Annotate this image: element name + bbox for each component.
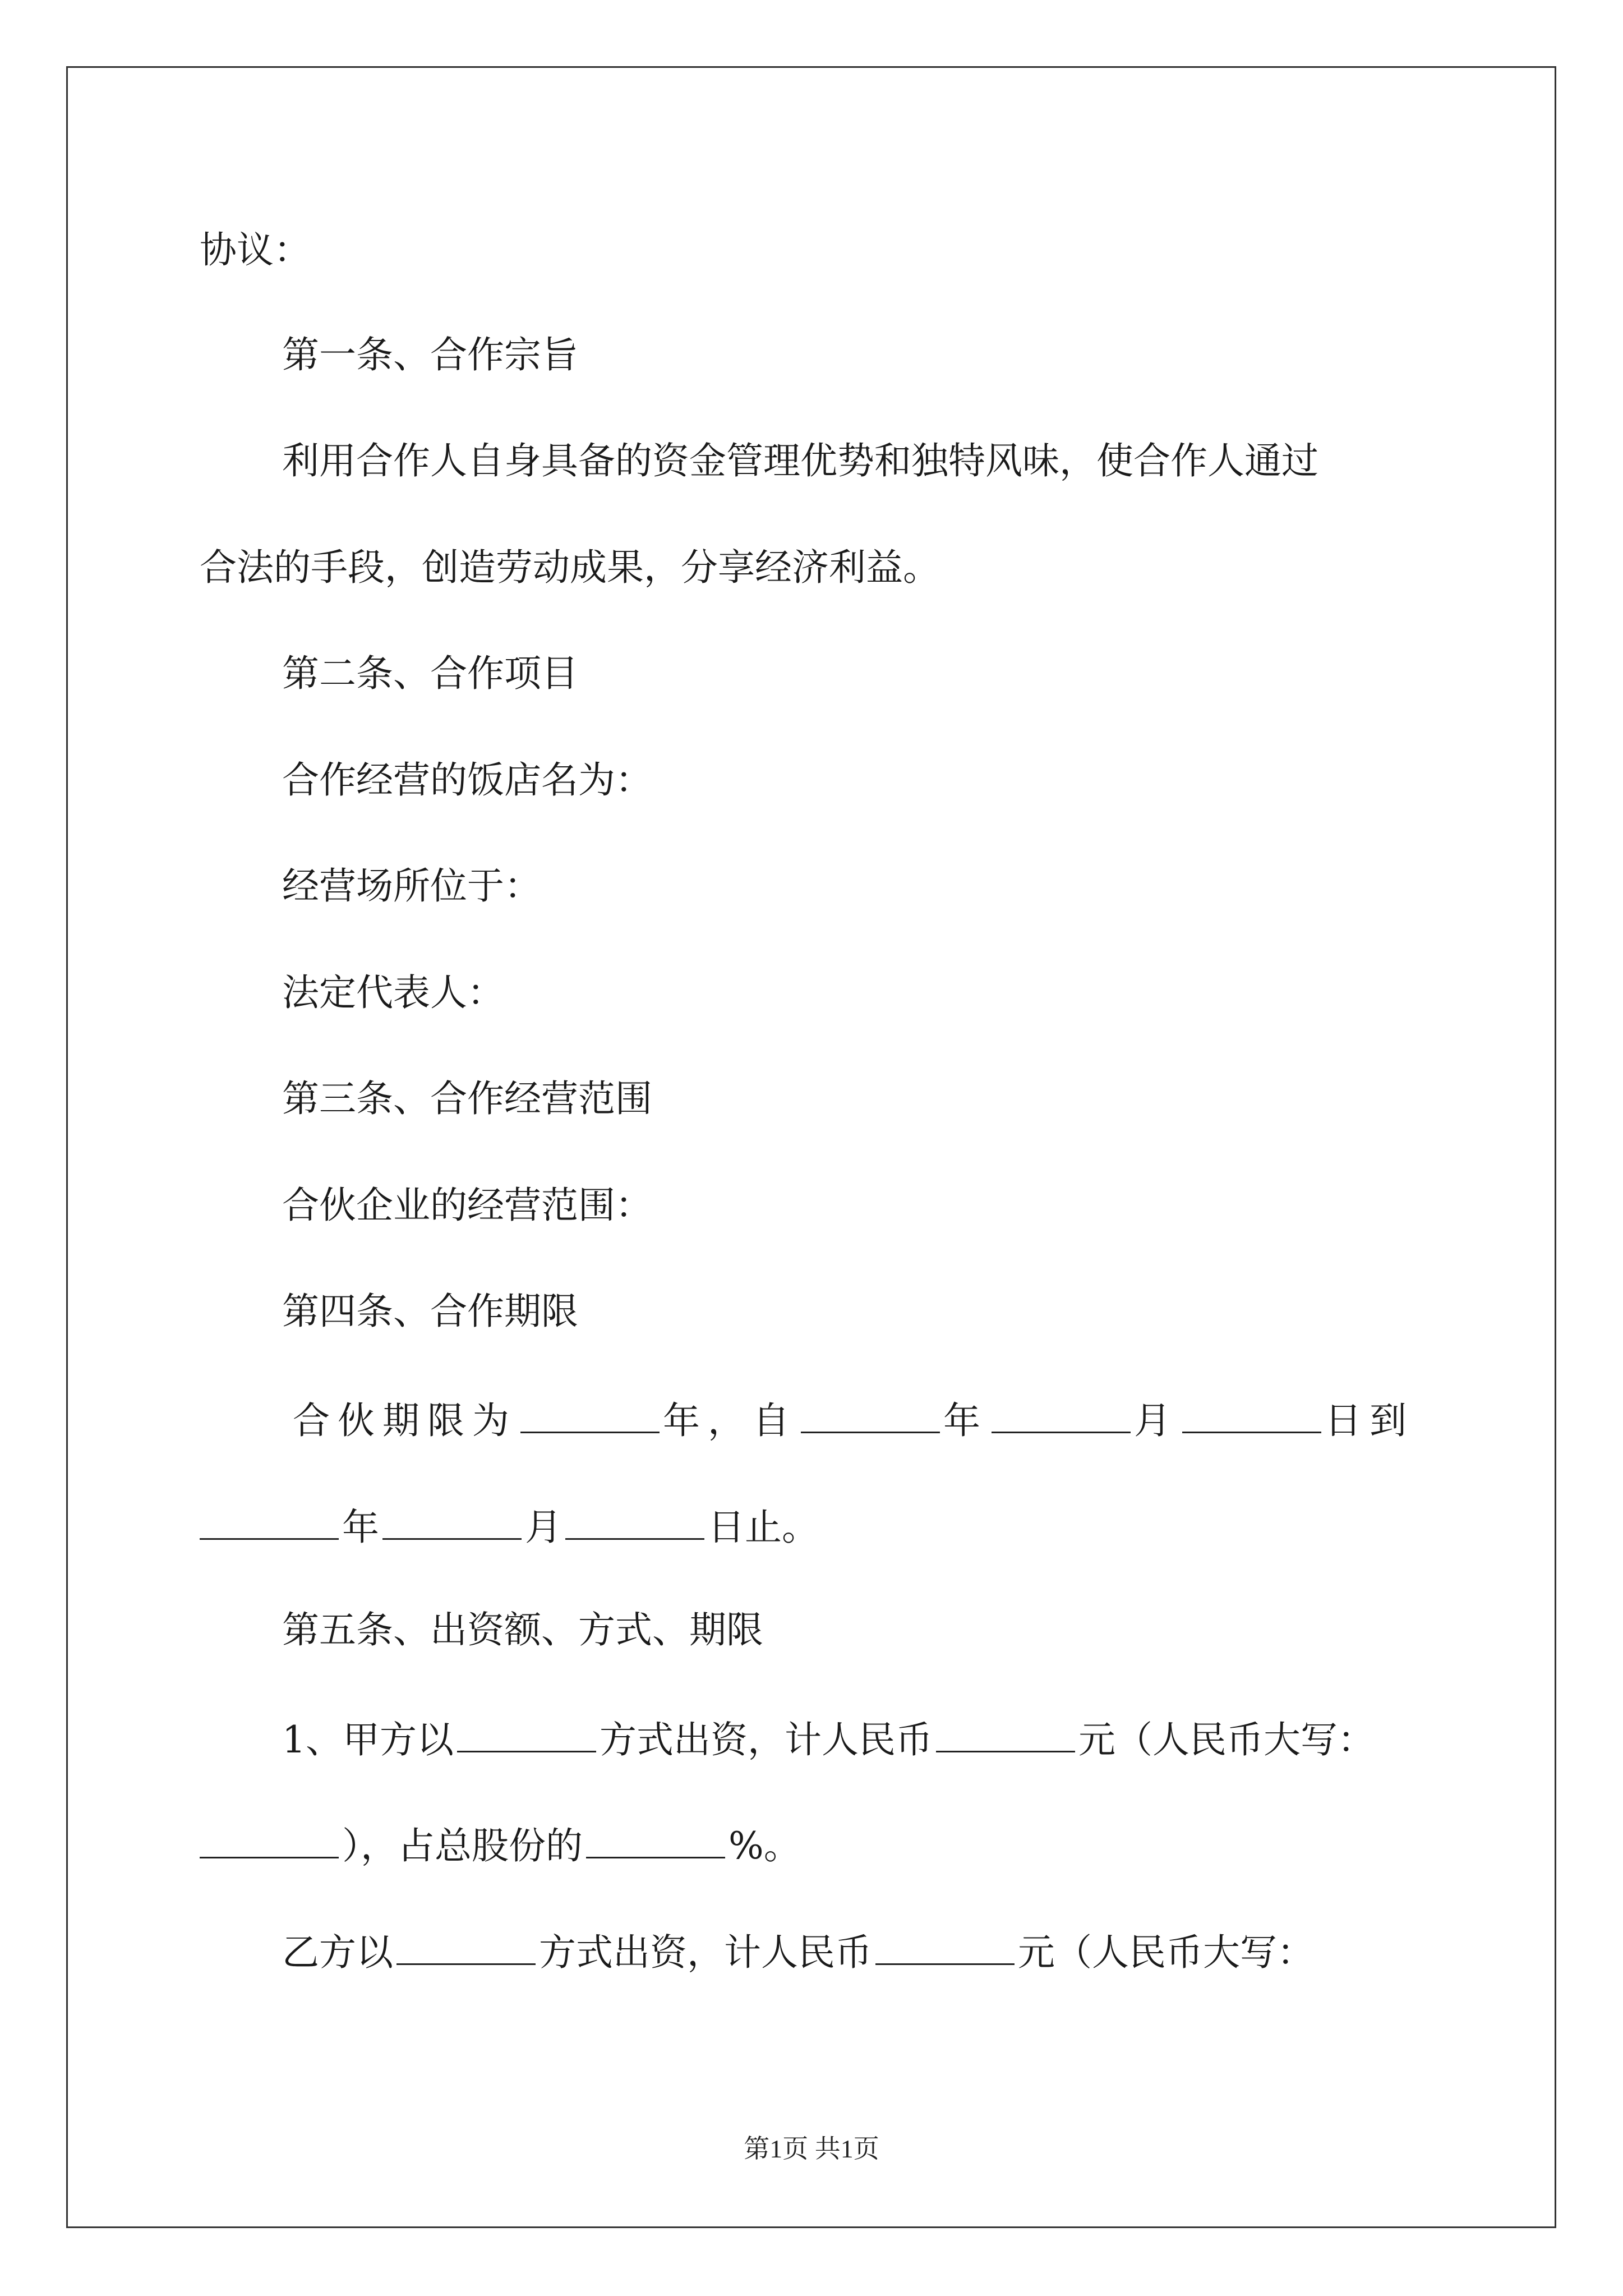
start-month-blank — [992, 1399, 1131, 1433]
term2-text-2: 月 — [525, 1506, 562, 1549]
term-text-3: 年 — [943, 1399, 988, 1442]
party-a-method-blank — [457, 1718, 596, 1752]
start-year-blank — [801, 1399, 940, 1433]
party-b-method-blank — [396, 1931, 536, 1965]
party-b-text-3: 元（人民币大写： — [1018, 1931, 1314, 1974]
party-a-share-blank — [586, 1824, 725, 1858]
party-a-text-4: ），占总股份的 — [342, 1824, 583, 1867]
term-line-1 — [293, 1399, 1414, 1442]
term-text-1: 合伙期限为 — [293, 1399, 517, 1442]
term-text-5: 日到 — [1325, 1399, 1414, 1442]
end-year-blank — [200, 1506, 339, 1540]
business-scope-field: 合伙企业的经营范围： — [282, 1184, 652, 1227]
party-b-text-2: 方式出资，计人民币 — [539, 1931, 872, 1974]
party-a-line-2 — [200, 1824, 801, 1865]
party-b-amount-blank — [875, 1931, 1015, 1965]
term2-text-3: 日止。 — [708, 1506, 819, 1549]
page-footer: 第1页 共1页 — [744, 2134, 879, 2163]
article-1-title: 第一条、合作宗旨 — [282, 333, 578, 376]
article-1-body-line2: 合法的手段，创造劳动成果，分享经济利益。 — [200, 546, 940, 589]
text-line-agreement: 协议： — [200, 228, 311, 272]
start-day-blank — [1182, 1399, 1321, 1433]
article-1-body-line1: 利用合作人自身具备的资金管理优势和独特风味，使合作人通过 — [282, 439, 1318, 482]
end-day-blank — [565, 1506, 704, 1540]
term-years-blank — [520, 1399, 660, 1433]
party-a-text-1: 1、甲方以 — [282, 1718, 454, 1761]
party-a-amount-blank — [936, 1718, 1075, 1752]
article-4-title: 第四条、合作期限 — [282, 1290, 578, 1333]
term-text-2: 年，自 — [663, 1399, 797, 1442]
article-5-title: 第五条、出资额、方式、期限 — [282, 1608, 763, 1651]
article-2-title: 第二条、合作项目 — [282, 652, 578, 695]
party-b-line-1 — [282, 1931, 1314, 1974]
term2-text-1: 年 — [342, 1506, 379, 1549]
party-b-text-1: 乙方以 — [282, 1931, 393, 1974]
term-text-4: 月 — [1134, 1399, 1179, 1442]
restaurant-name-field: 合作经营的饭店名为： — [282, 758, 652, 802]
party-a-text-3: 元（人民币大写： — [1078, 1718, 1375, 1761]
party-a-amount-words-blank — [200, 1824, 339, 1858]
end-month-blank — [382, 1506, 522, 1540]
legal-representative-field: 法定代表人： — [282, 971, 504, 1014]
party-a-text-5: %。 — [728, 1824, 801, 1867]
article-3-title: 第三条、合作经营范围 — [282, 1077, 652, 1120]
term-line-2 — [200, 1506, 819, 1549]
party-a-line-1 — [282, 1718, 1375, 1759]
page-border — [66, 66, 1556, 2228]
business-location-field: 经营场所位于： — [282, 864, 541, 908]
party-a-text-2: 方式出资，计人民币 — [600, 1718, 933, 1761]
